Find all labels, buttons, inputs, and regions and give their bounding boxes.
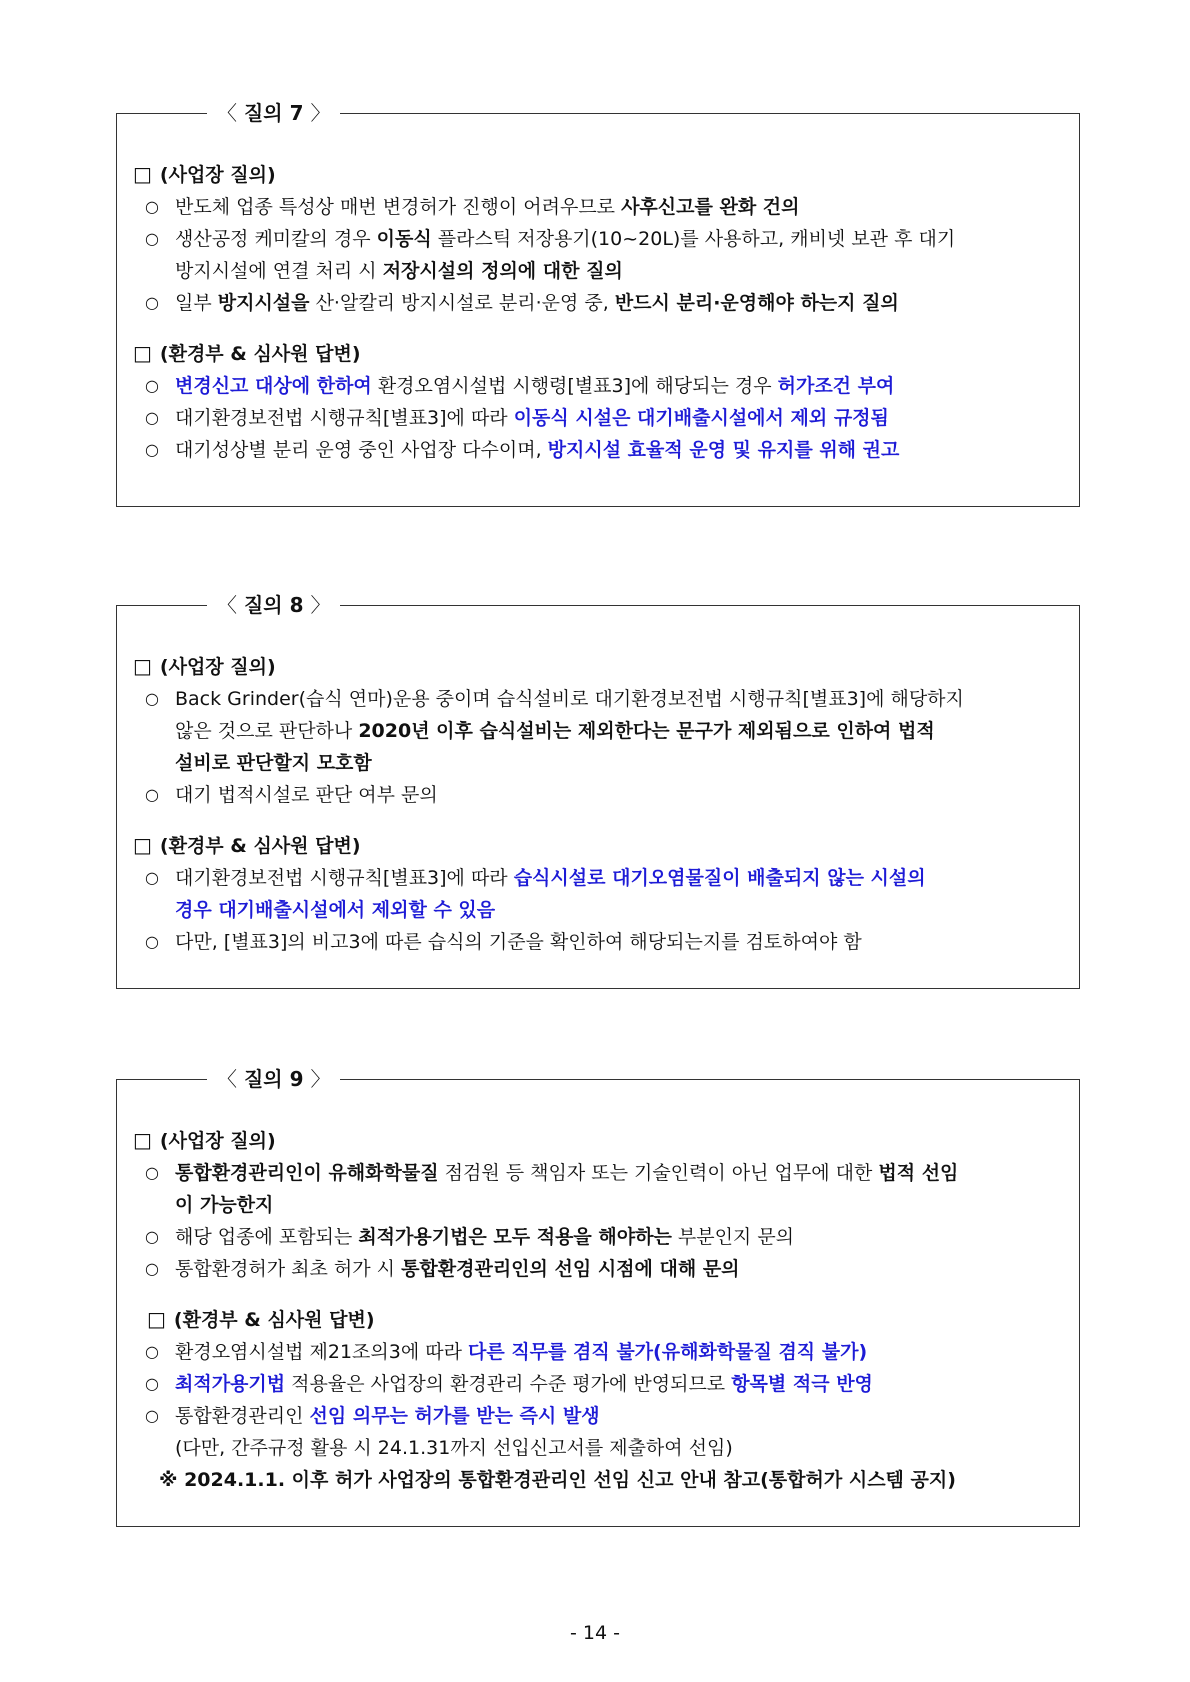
question-item: ○ 생산공정 케미칼의 경우 이동식 플라스틱 저장용기(10~20L)를 사용하고, 캐비넷 보관 후 대기 방지시설에 연결 처리 시 저장시설의 정의에 대한 질의	[133, 223, 1065, 287]
answer-item: ○ 변경신고 대상에 한하여 환경오염시설법 시행령[별표3]에 해당되는 경우 허가조건 부여	[133, 370, 1065, 402]
question-item: ○ Back Grinder(습식 연마)운용 중이며 습식설비로 대기환경보전법 시행규칙[별표3]에 해당하지 않은 것으로 판단하나 2020년 이후 습식설비는 제외한다는 문구가 제외됨으로 인하여 법적 설비로 판단할지 모호함	[133, 683, 1065, 779]
page-number: - 14 -	[570, 1622, 620, 1644]
answer-item: ○ 대기환경보전법 시행규칙[별표3]에 따라 습식시설로 대기오염물질이 배출되지 않는 시설의 경우 대기배출시설에서 제외할 수 있음	[133, 862, 1065, 926]
checkbox-square: □	[133, 162, 152, 186]
answer-item: ○ 대기성상별 분리 운영 중인 사업장 다수이며, 방지시설 효율적 운영 및 유지를 위해 권고	[133, 434, 1065, 466]
answer-item: ○ 환경오염시설법 제21조의3에 따라 다른 직무를 겸직 불가(유해화학물질 겸직 불가)	[133, 1336, 1065, 1368]
answer-heading: □ (환경부 & 심사원 답변)	[133, 341, 361, 365]
answer-item: ○ 통합환경관리인 선임 의무는 허가를 받는 즉시 발생 (다만, 간주규정 활용 시 24.1.31까지 선입신고서를 제출하여 선임)	[133, 1400, 1065, 1464]
question-item: ○ 해당 업종에 포함되는 최적가용기법은 모두 적용을 해야하는 부분인지 문의	[133, 1221, 1065, 1253]
query-7-title: 〈 질의 7 〉	[207, 99, 340, 127]
question-item: ○ 대기 법적시설로 판단 여부 문의	[133, 779, 1065, 811]
answer-item: ○ 대기환경보전법 시행규칙[별표3]에 따라 이동식 시설은 대기배출시설에서 제외 규정됨	[133, 402, 1065, 434]
query-8-box	[116, 593, 1080, 989]
question-item: ○ 통합환경허가 최초 허가 시 통합환경관리인의 선임 시점에 대해 문의	[133, 1253, 1065, 1285]
checkbox-square: □	[133, 1128, 152, 1152]
reference-note: ※ 2024.1.1. 이후 허가 사업장의 통합환경관리인 선임 신고 안내 참고(통합허가 시스템 공지)	[159, 1469, 956, 1491]
checkbox-square: □	[147, 1307, 166, 1331]
answer-item: ○ 다만, [별표3]의 비고3에 따른 습식의 기준을 확인하여 해당되는지를 검토하여야 함	[133, 926, 1065, 958]
checkbox-square: □	[133, 833, 152, 857]
question-item: ○ 일부 방지시설을 산·알칼리 방지시설로 분리·운영 중, 반드시 분리·운영해야 하는지 질의	[133, 287, 1065, 319]
query-8-title: 〈 질의 8 〉	[207, 591, 340, 619]
query-7-box	[116, 101, 1080, 507]
site-question-heading: □ (사업장 질의)	[133, 162, 276, 186]
answer-item: ○ 최적가용기법 적용율은 사업장의 환경관리 수준 평가에 반영되므로 항목별 적극 반영	[133, 1368, 1065, 1400]
question-item: ○ 통합환경관리인이 유해화학물질 점검원 등 책임자 또는 기술인력이 아닌 업무에 대한 법적 선임 이 가능한지	[133, 1157, 1065, 1221]
query-9-box	[116, 1067, 1080, 1527]
answer-heading: □ (환경부 & 심사원 답변)	[147, 1307, 375, 1331]
site-question-heading: □ (사업장 질의)	[133, 1128, 276, 1152]
checkbox-square: □	[133, 654, 152, 678]
checkbox-square: □	[133, 341, 152, 365]
question-item: ○ 반도체 업종 특성상 매번 변경허가 진행이 어려우므로 사후신고를 완화 건의	[133, 191, 1065, 223]
site-question-heading: □ (사업장 질의)	[133, 654, 276, 678]
answer-heading: □ (환경부 & 심사원 답변)	[133, 833, 361, 857]
query-9-title: 〈 질의 9 〉	[207, 1065, 340, 1093]
